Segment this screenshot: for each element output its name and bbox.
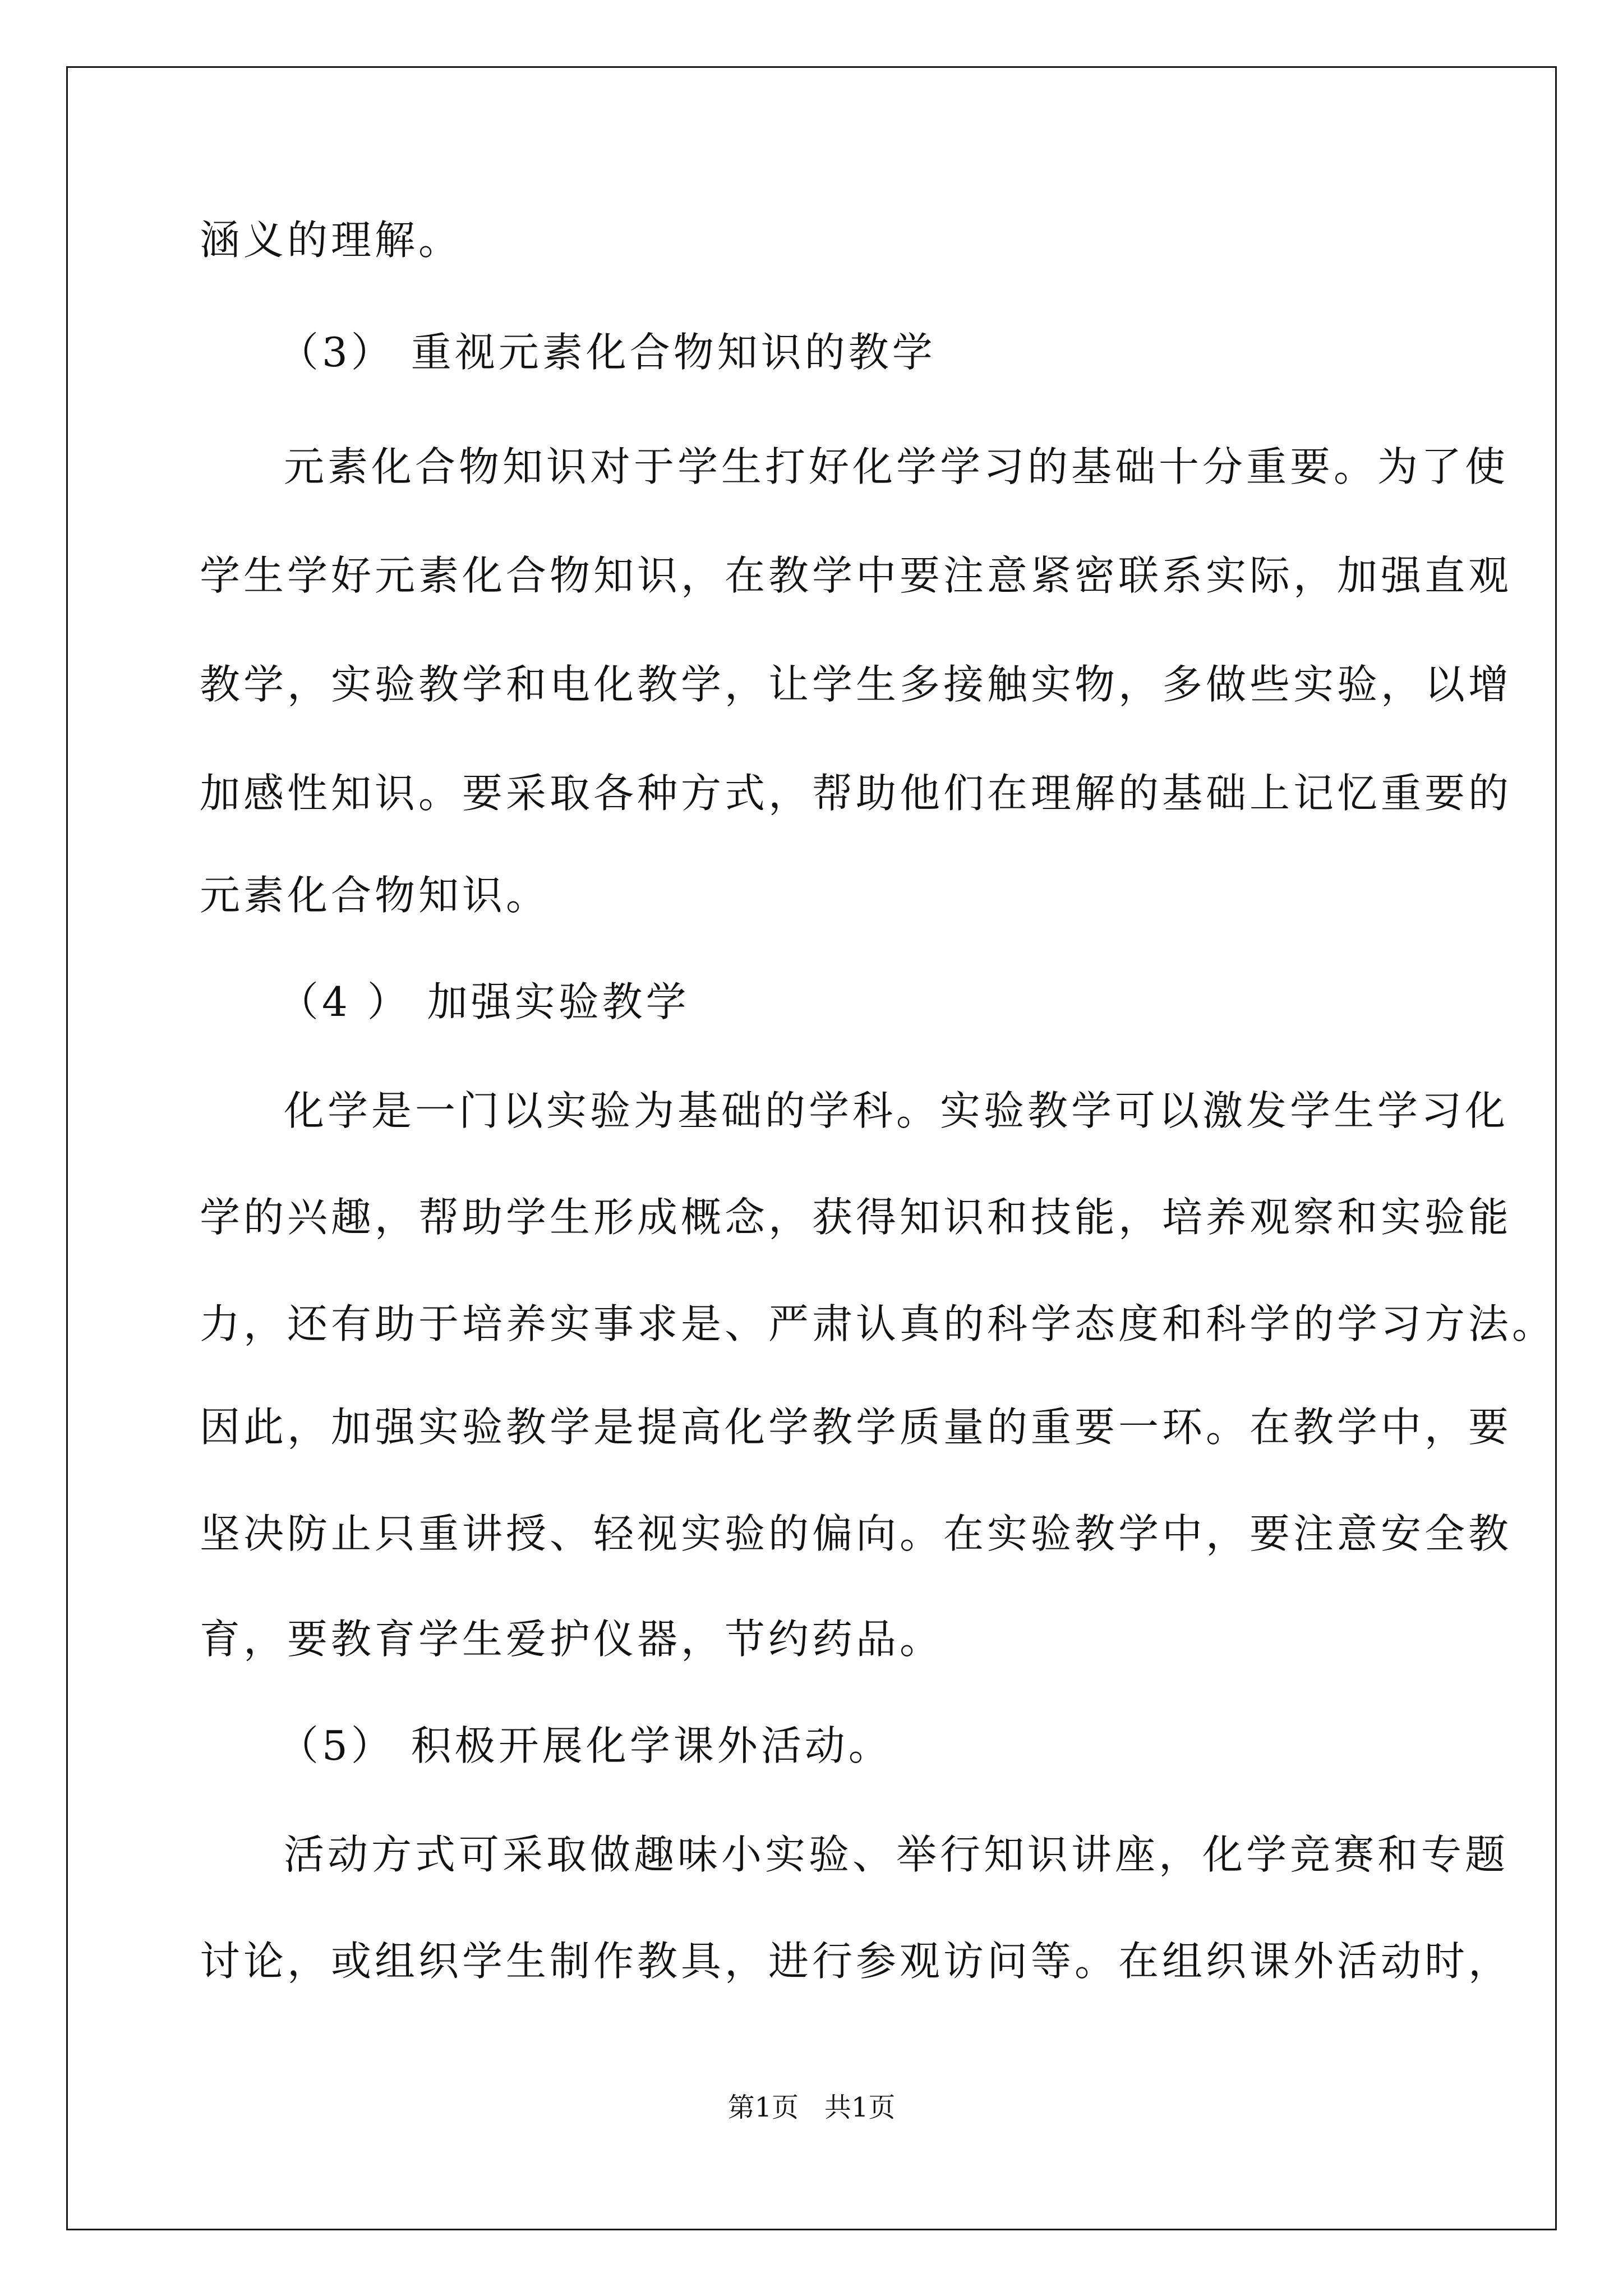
- text-line: 化学是一门以实验为基础的学科。实验教学可以激发学生学习化: [284, 1087, 1509, 1134]
- text-line: 坚决防止只重讲授、轻视实验的偏向。在实验教学中，要注意安全教: [200, 1510, 1513, 1557]
- text-line: 涵义的理解。: [200, 217, 463, 264]
- text-line: 加感性知识。要采取各种方式，帮助他们在理解的基础上记忆重要的: [200, 770, 1513, 817]
- section-heading: （4 ） 加强实验教学: [278, 978, 690, 1025]
- text-line: 讨论，或组织学生制作教具，进行参观访问等。在组织课外活动时，: [200, 1938, 1513, 1985]
- page-footer: 第1页 共1页: [727, 2092, 896, 2123]
- section-heading: （3） 重视元素化合物知识的教学: [278, 329, 936, 376]
- page-border: [66, 66, 1557, 2230]
- text-line: 因此，加强实验教学是提高化学教学质量的重要一环。在教学中，要: [200, 1404, 1513, 1451]
- text-line: 育，要教育学生爱护仪器，节约药品。: [200, 1616, 944, 1663]
- text-line: 元素化合物知识。: [200, 872, 550, 919]
- text-line: 学生学好元素化合物知识，在教学中要注意紧密联系实际，加强直观: [200, 552, 1513, 599]
- text-line: 教学，实验教学和电化教学，让学生多接触实物，多做些实验，以增: [200, 661, 1513, 708]
- text-line: 活动方式可采取做趣味小实验、举行知识讲座，化学竞赛和专题: [284, 1831, 1509, 1878]
- text-line: 学的兴趣，帮助学生形成概念，获得知识和技能，培养观察和实验能: [200, 1194, 1513, 1241]
- text-line: 元素化合物知识对于学生打好化学学习的基础十分重要。为了使: [284, 443, 1509, 490]
- section-heading: （5） 积极开展化学课外活动。: [278, 1722, 892, 1769]
- text-line: 力，还有助于培养实事求是、严肃认真的科学态度和科学的学习方法。: [200, 1300, 1556, 1347]
